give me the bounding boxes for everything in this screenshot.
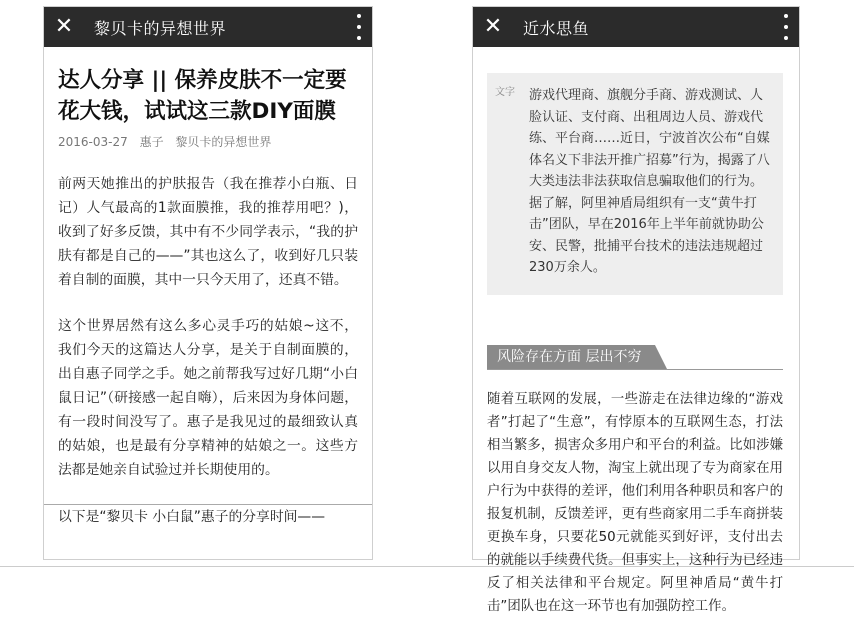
left-article [44,47,372,529]
article-paragraph-2: 这个世界居然有这么多心灵手巧的姑娘~这不，我们今天的这篇达人分享，是关于自制面膜的，出自惠子同学之手。她之前帮我写过好几期“小白鼠日记”（研接感一起自嗨），后来因为身体问题，有一段时间没写了。惠子是我见过的最细致认真的姑娘，也是最有分享精神的姑娘之一。这些方法都是她亲自试验过并长期使用的。 [58,318,358,478]
right-header-bar [473,7,799,47]
quote-text: 游戏代理商、旗舰分手商、游戏测试、人脸认证、支付商、出租周边人员、游戏代练、平台商……近日，宁波首次公布“自媒体名义下非法开推广招募”行为，揭露了八大类违法非法获取信息骗取他们的行为。据了解，阿里神盾局组织有一支“黄牛打击”团队，早在2016年上半年前就协助公安、民警，批捕平台技术的违法违规超过230万余人。 [529,88,770,275]
left-header-title: 黎贝卡的异想世界 [94,18,227,38]
right-header-title: 近水思鱼 [523,18,590,38]
left-phone-screenshot [43,6,373,560]
more-options-icon[interactable] [779,14,793,40]
quote-block [487,73,783,295]
more-options-icon[interactable] [352,14,366,40]
right-phone-screenshot [472,6,800,614]
article-title: 达人分享 || 保养皮肤不一定要花大钱，试试这三款DIY面膜 [58,68,347,124]
close-icon[interactable]: ✕ [54,14,74,39]
quote-mark: 文字 [495,87,515,98]
article-account-link[interactable]: 黎贝卡的异想世界 [175,135,272,149]
close-icon[interactable]: ✕ [483,14,503,39]
body-paragraph: 随着互联网的发展，一些游走在法律边缘的“游戏者”打起了“生意”，有悖原本的互联网生态，打法相当繁多，损害众多用户和平台的利益。比如涉嫌以用自身交友人物，淘宝上就出现了专为商家在用户行为中获得的差评，他们利用各种职员和客户的报复机制，反馈差评，更有些商家用二手车商拼装更换车身，只要花50元就能买到好评，支付出去的就能以手续费代货。但事实上，这种行为已经违反了相关法律和平台规定。阿里神盾局“黄牛打击”团队也在这一环节也有加强防控工作。 [487,391,783,614]
bottom-divider [0,566,854,567]
article-paragraph-3: 以下是“黎贝卡 小白鼠”惠子的分享时间—— [58,509,326,525]
right-article-body [473,370,799,618]
article-paragraph-1: 前两天她推出的护肤报告（我在推荐小白瓶、日记）人气最高的1款面膜推，我的推荐用吧？)，收到了好多反馈，其中有不少同学表示，“我的护肤有都是自己的——”其也这么了，收到好几只装着自制的面膜，其中一只今天用了，还真不错。 [58,176,358,288]
section-label: 风险存在方面 层出不穷 [487,345,655,369]
left-header-bar [44,7,372,47]
section-heading [487,345,783,370]
article-author: 惠子 [139,135,164,149]
article-date: 2016-03-27 [58,135,128,149]
article-meta [58,133,358,150]
